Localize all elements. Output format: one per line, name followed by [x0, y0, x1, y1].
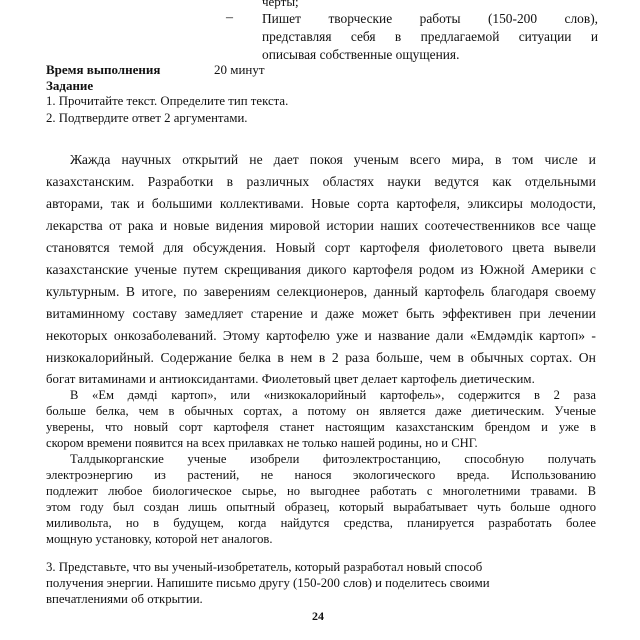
- text-line: Талдыкорганские ученые изобрели фитоэлектростанцию, способную получать: [70, 452, 596, 466]
- bullet-line: представляя себя в предлагаемой ситуации и: [262, 29, 598, 44]
- text-line: казахстанским. Разработки в различных областях науки ведутся как отдельными: [46, 174, 596, 189]
- page-number: 24: [312, 609, 324, 623]
- time-value: 20 минут: [214, 62, 265, 77]
- text-line: получения энергии. Напишите письмо другу (150-200 слов) и поделитесь своими: [46, 576, 490, 590]
- text-line: низкокалорийный. Содержание белка в нем в 2 раза больше, чем в обычных сортах. Он: [46, 350, 596, 365]
- bullet-dash: –: [226, 10, 233, 25]
- text-line: больше белка, чем в обычных сортах, а потому он является даже диетическим. Ученые: [46, 404, 596, 418]
- text-line: казахстанские ученые путем скрещивания дикого картофеля родом из Южной Америки с: [46, 262, 596, 277]
- text-line: уверены, что новый сорт картофеля станет настоящим казахстанским брендом и уже в: [46, 420, 596, 434]
- text-line: впечатлениями об открытии.: [46, 592, 203, 606]
- bullet-line: описывая собственные ощущения.: [262, 47, 460, 62]
- text-line: витаминному составу замедляет старение и даже может быть эффективен при лечении: [46, 306, 596, 321]
- text-line: некоторых онкозаболеваний. Этому картофелю уже и название дали «Емдәмдік картоп» -: [46, 328, 596, 343]
- text-line: скором времени появится на всех прилавках не только нашей родины, но и СНГ.: [46, 436, 478, 450]
- task-item: 2. Подтвердите ответ 2 аргументами.: [46, 111, 248, 125]
- task-item: 1. Прочитайте текст. Определите тип текста.: [46, 94, 289, 108]
- text-line: становятся темой для обсуждения. Новый сорт картофеля фиолетового цвета вывели: [46, 240, 596, 255]
- text-line: этом году был создан лишь опытный образец, который вырабатывает чуть больше одного: [46, 500, 596, 514]
- text-line: лекарства от рака и новые видения мировой истории наших соотечественников все чаще: [46, 218, 596, 233]
- header-fragment: черты;: [262, 0, 299, 9]
- text-line: богат витаминами и антиоксидантами. Фиолетовый цвет делает картофель диетическим.: [46, 372, 535, 386]
- text-line: электроэнергию из растений, не нанося экологического вреда. Использованию: [46, 468, 596, 482]
- text-line: авторами, так и большими коллективами. Новые сорта картофеля, эликсиры молодости,: [46, 196, 596, 211]
- text-line: 3. Представьте, что вы ученый-изобретатель, который разработал новый способ: [46, 560, 483, 574]
- task-heading: Задание: [46, 78, 94, 93]
- text-line: В «Ем дәмді картоп», или «низкокалорийный картофель», содержится в 2 раза: [70, 388, 596, 402]
- text-line: миливольта, но в будущем, когда найдутся средства, планируется разработать более: [46, 516, 596, 530]
- text-line: культурным. В итоге, по заверениям селекционеров, данный картофель благодаря своему: [46, 284, 596, 299]
- time-label: Время выполнения: [46, 62, 161, 77]
- text-line: подлежит любое биологическое сырье, но выгоднее работать с многолетними травами. В: [46, 484, 596, 498]
- text-line: Жажда научных открытий не дает покоя ученым всего мира, в том числе и: [70, 152, 596, 167]
- bullet-line: Пишет творческие работы (150-200 слов),: [262, 11, 598, 26]
- text-line: мощную установку, которой нет аналогов.: [46, 532, 273, 546]
